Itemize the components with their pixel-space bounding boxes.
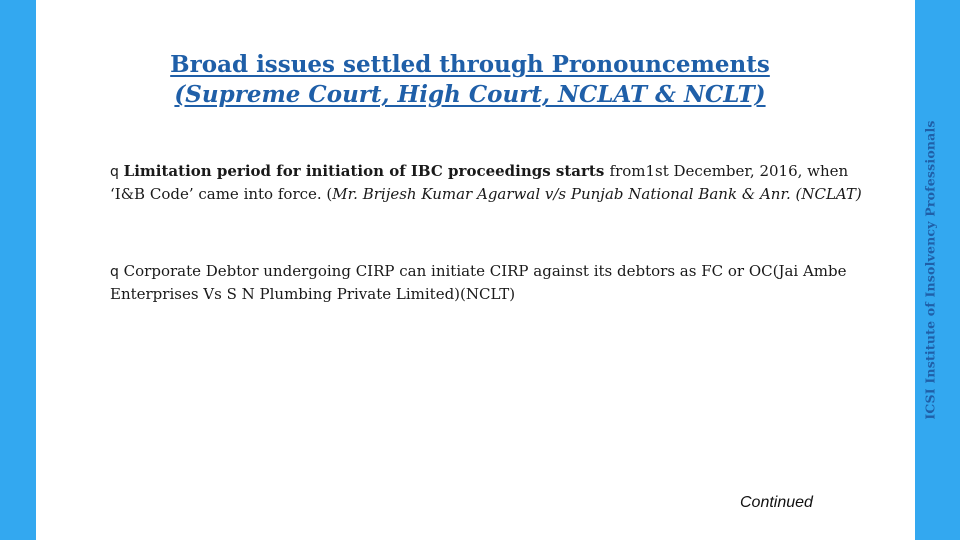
continued-label: Continued: [740, 494, 813, 511]
bullet-icon: q: [110, 164, 119, 180]
point-1-bold: Limitation period for initiation of IBC proceedings starts: [123, 162, 610, 180]
point-1-text: from1st December, 2016, when ‘I&B Code’ came into force. (: [110, 162, 849, 203]
point-corporate-debtor: [110, 260, 870, 305]
slide-title: [60, 50, 880, 110]
point-1-italic: Mr. Brijesh Kumar Agarwal v/s Punjab National Bank & Anr. (NCLAT): [332, 185, 862, 203]
title-line-1: Broad issues settled through Pronouncements: [170, 51, 770, 78]
side-org-label: [920, 0, 940, 540]
bullet-icon: q: [110, 264, 119, 280]
left-accent-bar: [0, 0, 36, 540]
right-divider-strip: [896, 0, 915, 540]
point-limitation: [110, 160, 870, 205]
org-name-text: ICSI Institute of Insolvency Professionals: [922, 120, 938, 420]
point-2-text: Corporate Debtor undergoing CIRP can initiate CIRP against its debtors as FC or OC(Jai Ambe Enterprises Vs S N Plumbing Private Limited)(NCLT): [110, 262, 847, 303]
title-line-2: (Supreme Court, High Court, NCLAT & NCLT): [174, 81, 766, 108]
